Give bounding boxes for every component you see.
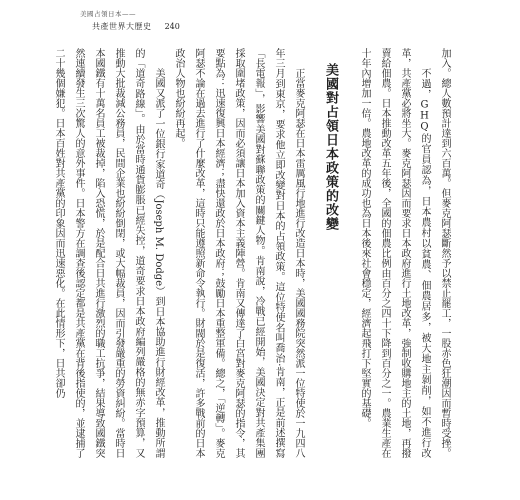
paragraph-text: 美國又派了一位銀行家道奇（ [153,68,164,200]
paragraph-kennan [168,48,308,458]
paragraph-text: ）到日本協助進行財經改革，推動所謂的「道奇路線」。由於當時通貨膨脹已經失控，道奇要求日本政府編列嚴格的無赤字預算，又推動大批裁減公務員，民間企業也紛紛倒閉，或大幅裁員，因而引發嚴重的勞資糾紛。當時日本國鐵有十萬名員工被裁掉，陷入恐慌，於是配合日共進行激烈的職工抗爭，結果導致國鐵突然連續發生三次驚人的意外事件。日本警方在調查後認定都是共產黨在背後指使的，並逮捕了二十幾個嫌犯。日本百姓對共產黨的印象因而迅速惡化。在此情形下，日共卻仍 [53,48,164,459]
vertical-body-text [48,48,454,458]
paragraph-text: 正當麥克阿瑟在日本雷厲風行地進行改造日本時，美國國務院突然派一位特使於一九四八年三月到東京，要求他立即改變對日本的占領政策。這位特使名叫喬治·肯南，正是前述撰寫「長電報」，影響美國對蘇聯政策的關鍵人物。肯南說，冷戰已經開始，美國決定對共產集團採取圍堵政策，因而必須讓日本加入資本主義陣營。肯南又傳達了白宮對麥克阿瑟的指令，其要點為：迅速復興日本經濟；盡快還政於日本政府；鼓勵日本重整軍備。總之，「逆轉」。麥克阿瑟不論在過去進行了什麼改革，這時只能遵照新命令執行。財閥於是復活，許多戰前的日本政治人物也紛紛再起。 [173,48,304,458]
paragraph-text: 的官員認為，日本農村以貧農、佃農居多，被大地主剝削，如不進行改革，共產黨必將坐大。麥克阿瑟因而要求日本政府進行土地改革，強制收購地主的土地，再撥賣給佃農。日本推動改革五年後，全國的佃農比例由百分之四十下降到百分之一。農業生產在十年內增加一倍。農地改革的成功也為日本後來社會穩定，經濟起飛打下堅實的基礎。 [359,48,430,458]
paragraph-land-reform [354,48,434,458]
paragraph-text: 不過， [419,68,430,100]
section-heading: 美國對占領日本政策的改變 [323,63,338,231]
paragraph-dodge [48,48,168,458]
paragraph-text: 加入。總人數預計達到六百萬。但麥克阿瑟斷然予以禁止罷工，一股赤色狂潮因而暫時受挫。 [439,48,450,458]
running-head-text: 美國占領日本—— [80,10,136,18]
latin-name-dodge: Joseph M. Dodge [153,199,164,287]
book-title: 共產世界大歷史 [92,22,152,31]
paragraph-continued [434,48,454,458]
page-number: 240 [164,22,180,31]
abbreviation-ghq: GHQ [419,99,430,133]
running-header [80,9,240,32]
